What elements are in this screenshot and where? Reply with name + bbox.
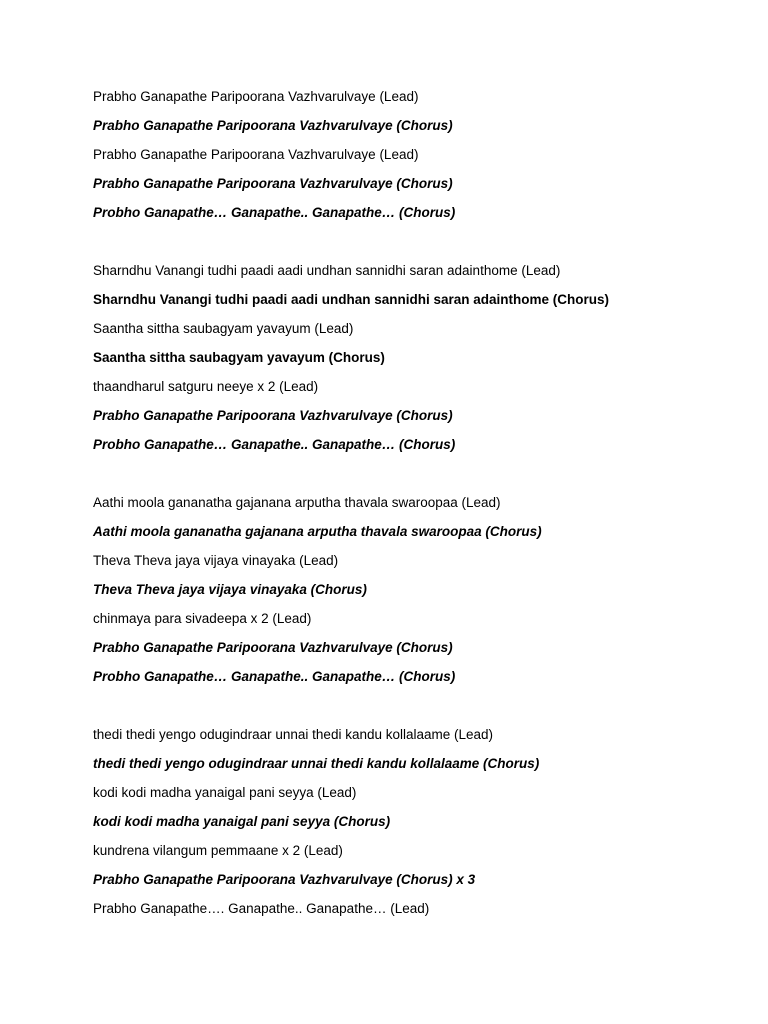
lyric-line: Saantha sittha saubagyam yavayum (Lead)	[93, 321, 354, 336]
verse-2	[93, 261, 733, 455]
lyric-line: Prabho Ganapathe Paripoorana Vazhvarulvaye (Chorus) x 3	[93, 872, 476, 887]
lyric-line: thedi thedi yengo odugindraar unnai thedi kandu kollalaame (Chorus)	[93, 756, 540, 771]
lyric-line: Prabho Ganapathe…. Ganapathe.. Ganapathe… (Lead)	[93, 901, 430, 916]
lyric-line: Sharndhu Vanangi tudhi paadi aadi undhan sannidhi saran adainthome (Lead)	[93, 263, 561, 278]
lyric-line: kundrena vilangum pemmaane x 2 (Lead)	[93, 843, 343, 858]
verse-4	[93, 725, 733, 919]
lyric-line: Prabho Ganapathe Paripoorana Vazhvarulvaye (Lead)	[93, 89, 419, 104]
lyric-line: Theva Theva jaya vijaya vinayaka (Lead)	[93, 553, 339, 568]
lyrics-body	[93, 87, 733, 928]
lyric-line: Saantha sittha saubagyam yavayum (Chorus)	[93, 350, 385, 365]
lyric-line: thedi thedi yengo odugindraar unnai thedi kandu kollalaame (Lead)	[93, 727, 494, 742]
lyric-line: kodi kodi madha yanaigal pani seyya (Lead)	[93, 785, 357, 800]
lyric-line: thaandharul satguru neeye x 2 (Lead)	[93, 379, 319, 394]
lyric-line: Prabho Ganapathe Paripoorana Vazhvarulvaye (Chorus)	[93, 118, 453, 133]
lyric-line: Aathi moola gananatha gajanana arputha thavala swaroopaa (Lead)	[93, 495, 501, 510]
lyric-line: kodi kodi madha yanaigal pani seyya (Chorus)	[93, 814, 391, 829]
lyric-line: Prabho Ganapathe Paripoorana Vazhvarulvaye (Lead)	[93, 147, 419, 162]
verse-1	[93, 87, 733, 223]
lyric-line: chinmaya para sivadeepa x 2 (Lead)	[93, 611, 312, 626]
verse-spacer	[93, 464, 733, 493]
verse-spacer	[93, 232, 733, 261]
lyric-line: Probho Ganapathe… Ganapathe.. Ganapathe… (Chorus)	[93, 437, 456, 452]
lyric-line: Aathi moola gananatha gajanana arputha thavala swaroopaa (Chorus)	[93, 524, 542, 539]
lyric-line: Prabho Ganapathe Paripoorana Vazhvarulvaye (Chorus)	[93, 640, 453, 655]
lyric-line: Probho Ganapathe… Ganapathe.. Ganapathe… (Chorus)	[93, 205, 456, 220]
lyric-line: Prabho Ganapathe Paripoorana Vazhvarulvaye (Chorus)	[93, 408, 453, 423]
lyric-line: Sharndhu Vanangi tudhi paadi aadi undhan sannidhi saran adainthome (Chorus)	[93, 292, 610, 307]
lyric-line: Theva Theva jaya vijaya vinayaka (Chorus)	[93, 582, 367, 597]
verse-3	[93, 493, 733, 687]
lyric-line: Probho Ganapathe… Ganapathe.. Ganapathe… (Chorus)	[93, 669, 456, 684]
verse-spacer	[93, 696, 733, 725]
lyric-line: Prabho Ganapathe Paripoorana Vazhvarulvaye (Chorus)	[93, 176, 453, 191]
